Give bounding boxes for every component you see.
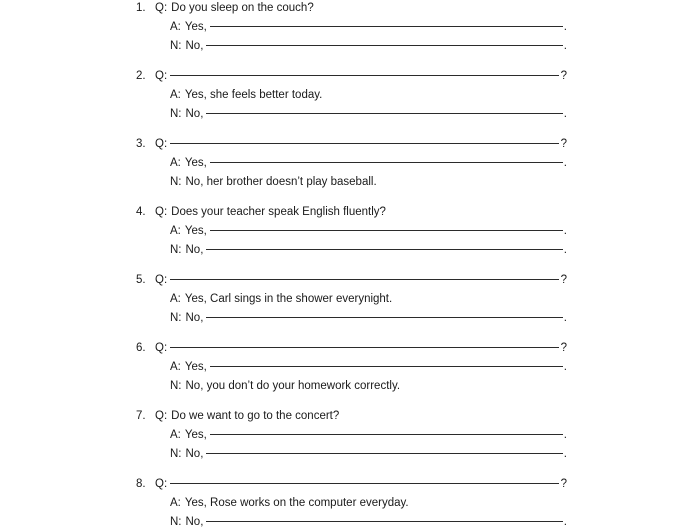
worksheet-item — [0, 407, 700, 464]
line-terminator: . — [563, 312, 567, 324]
answer-text: Yes, she feels better today. — [184, 89, 323, 101]
affirmative-answer-line — [0, 86, 700, 105]
answer-text: No, — [185, 40, 204, 52]
negative-tag: N: — [170, 380, 182, 392]
answer-text: No, her brother doesn’t play baseball. — [185, 176, 377, 188]
question-tag: Q: — [155, 342, 168, 354]
answer-text: Yes, — [184, 21, 207, 33]
answer-text: No, — [185, 244, 204, 256]
negative-answer-line — [0, 377, 700, 396]
line-terminator: . — [563, 157, 567, 169]
affirmative-answer-line — [0, 358, 700, 377]
fill-in-blank-rule[interactable] — [210, 26, 563, 27]
fill-in-blank-rule[interactable] — [210, 230, 563, 231]
line-terminator: . — [563, 225, 567, 237]
answer-text: No, — [185, 108, 204, 120]
affirmative-tag: A: — [170, 293, 181, 305]
negative-tag: N: — [170, 176, 182, 188]
worksheet-item — [0, 67, 700, 124]
worksheet-item — [0, 0, 700, 56]
line-terminator: . — [563, 21, 567, 33]
question-tag: Q: — [155, 2, 168, 14]
item-number: 4. — [136, 206, 146, 218]
affirmative-answer-line — [0, 222, 700, 241]
question-tag: Q: — [155, 206, 168, 218]
fill-in-blank-rule[interactable] — [170, 279, 558, 280]
question-line — [0, 475, 700, 494]
negative-answer-line — [0, 173, 700, 192]
fill-in-blank-rule[interactable] — [206, 249, 562, 250]
question-tag: Q: — [155, 70, 168, 82]
question-line — [0, 67, 700, 86]
fill-in-blank-rule[interactable] — [170, 483, 558, 484]
affirmative-tag: A: — [170, 497, 181, 509]
question-text: Does your teacher speak English fluently? — [171, 206, 386, 218]
negative-answer-line — [0, 445, 700, 464]
fill-in-blank-rule[interactable] — [206, 317, 562, 318]
fill-in-blank-rule[interactable] — [206, 453, 562, 454]
affirmative-tag: A: — [170, 157, 181, 169]
question-line — [0, 0, 700, 18]
negative-tag: N: — [170, 448, 182, 460]
question-text: Do we want to go to the concert? — [171, 410, 340, 422]
negative-tag: N: — [170, 244, 182, 256]
answer-text: Yes, — [184, 225, 207, 237]
affirmative-answer-line — [0, 154, 700, 173]
question-line — [0, 203, 700, 222]
item-number: 7. — [136, 410, 146, 422]
question-line — [0, 135, 700, 154]
answer-text: No, — [185, 516, 204, 528]
affirmative-tag: A: — [170, 429, 181, 441]
affirmative-answer-line — [0, 18, 700, 37]
line-terminator: . — [563, 361, 567, 373]
answer-text: Yes, — [184, 157, 207, 169]
line-terminator: . — [563, 244, 567, 256]
line-terminator: ? — [560, 70, 567, 82]
item-number: 6. — [136, 342, 146, 354]
fill-in-blank-rule[interactable] — [206, 113, 562, 114]
worksheet-item — [0, 271, 700, 328]
worksheet-item — [0, 203, 700, 260]
negative-answer-line — [0, 309, 700, 328]
negative-tag: N: — [170, 40, 182, 52]
answer-text: No, — [185, 312, 204, 324]
item-number: 2. — [136, 70, 146, 82]
affirmative-tag: A: — [170, 361, 181, 373]
affirmative-answer-line — [0, 290, 700, 309]
fill-in-blank-rule[interactable] — [206, 521, 562, 522]
question-line — [0, 271, 700, 290]
negative-answer-line — [0, 241, 700, 260]
line-terminator: . — [563, 40, 567, 52]
worksheet-item — [0, 135, 700, 192]
line-terminator: . — [563, 429, 567, 441]
negative-answer-line — [0, 105, 700, 124]
affirmative-tag: A: — [170, 21, 181, 33]
worksheet-item — [0, 475, 700, 532]
question-tag: Q: — [155, 138, 168, 150]
answer-text: Yes, Rose works on the computer everyday. — [184, 497, 409, 509]
fill-in-blank-rule[interactable] — [210, 366, 563, 367]
line-terminator: . — [563, 108, 567, 120]
answer-text: Yes, — [184, 429, 207, 441]
worksheet-item — [0, 339, 700, 396]
question-text: Do you sleep on the couch? — [171, 2, 314, 14]
fill-in-blank-rule[interactable] — [210, 162, 563, 163]
item-number: 8. — [136, 478, 146, 490]
line-terminator: ? — [560, 274, 567, 286]
affirmative-tag: A: — [170, 225, 181, 237]
item-number: 3. — [136, 138, 146, 150]
answer-text: No, — [185, 448, 204, 460]
answer-text: No, you don’t do your homework correctly. — [185, 380, 401, 392]
line-terminator: ? — [560, 138, 567, 150]
fill-in-blank-rule[interactable] — [170, 143, 558, 144]
answer-text: Yes, Carl sings in the shower everynight. — [184, 293, 393, 305]
affirmative-answer-line — [0, 494, 700, 513]
negative-answer-line — [0, 37, 700, 56]
fill-in-blank-rule[interactable] — [206, 45, 562, 46]
affirmative-answer-line — [0, 426, 700, 445]
item-number: 1. — [136, 2, 146, 14]
line-terminator: ? — [560, 478, 567, 490]
negative-tag: N: — [170, 516, 182, 528]
affirmative-tag: A: — [170, 89, 181, 101]
fill-in-blank-rule[interactable] — [170, 75, 558, 76]
question-line — [0, 339, 700, 358]
item-number: 5. — [136, 274, 146, 286]
question-line — [0, 407, 700, 426]
answer-text: Yes, — [184, 361, 207, 373]
question-tag: Q: — [155, 478, 168, 490]
line-terminator: . — [563, 448, 567, 460]
fill-in-blank-rule[interactable] — [170, 347, 558, 348]
negative-answer-line — [0, 513, 700, 532]
line-terminator: ? — [560, 342, 567, 354]
negative-tag: N: — [170, 312, 182, 324]
question-tag: Q: — [155, 274, 168, 286]
negative-tag: N: — [170, 108, 182, 120]
fill-in-blank-rule[interactable] — [210, 434, 563, 435]
line-terminator: . — [563, 516, 567, 528]
question-tag: Q: — [155, 410, 168, 422]
